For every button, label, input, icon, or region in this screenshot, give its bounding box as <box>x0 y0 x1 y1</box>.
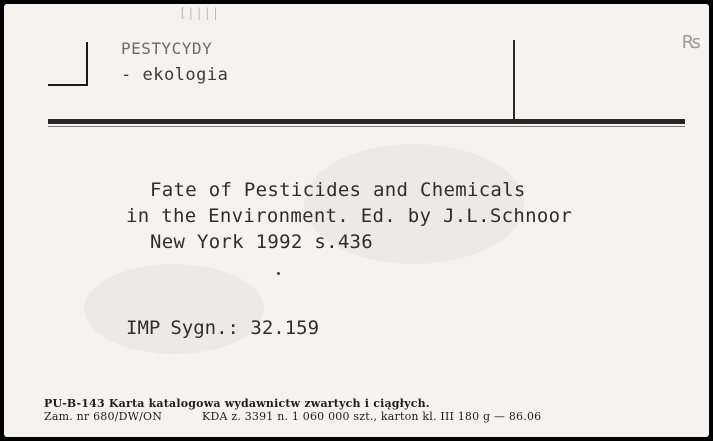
call-number-value: 32.159 <box>250 317 320 339</box>
entry-title-line-1: Fate of Pesticides and Chemicals <box>150 179 526 201</box>
ink-dot <box>277 272 280 275</box>
print-details: KDA z. 3391 n. 1 060 000 szt., karton kl. III 180 g — 86.06 <box>202 410 542 423</box>
subject-heading-block <box>121 35 228 89</box>
header-divider-thin <box>48 126 685 127</box>
entry-imprint-line: New York 1992 s.436 <box>150 231 374 253</box>
header-divider-horizontal <box>48 119 685 124</box>
header-divider-vertical <box>513 40 515 120</box>
subject-bracket <box>48 42 88 86</box>
catalog-card <box>4 4 709 437</box>
order-number: Zam. nr 680/DW/ON <box>44 410 163 423</box>
subject-heading: PESTYCYDY <box>121 39 213 58</box>
paper-stain <box>84 264 264 354</box>
call-number-prefix: IMP <box>126 317 161 339</box>
card-form-footer: PU-B-143 Karta katalogowa wydawnictw zwartych i ciągłych. <box>44 397 430 410</box>
card-print-footer <box>44 410 541 423</box>
call-number <box>126 317 319 339</box>
top-mark: [|||| <box>179 6 221 20</box>
corner-mark: ₨ <box>681 32 701 53</box>
call-number-label: Sygn.: <box>170 317 239 339</box>
subject-subheading: - ekologia <box>121 65 229 85</box>
entry-title-line-2: in the Environment. Ed. by J.L.Schnoor <box>126 205 573 227</box>
